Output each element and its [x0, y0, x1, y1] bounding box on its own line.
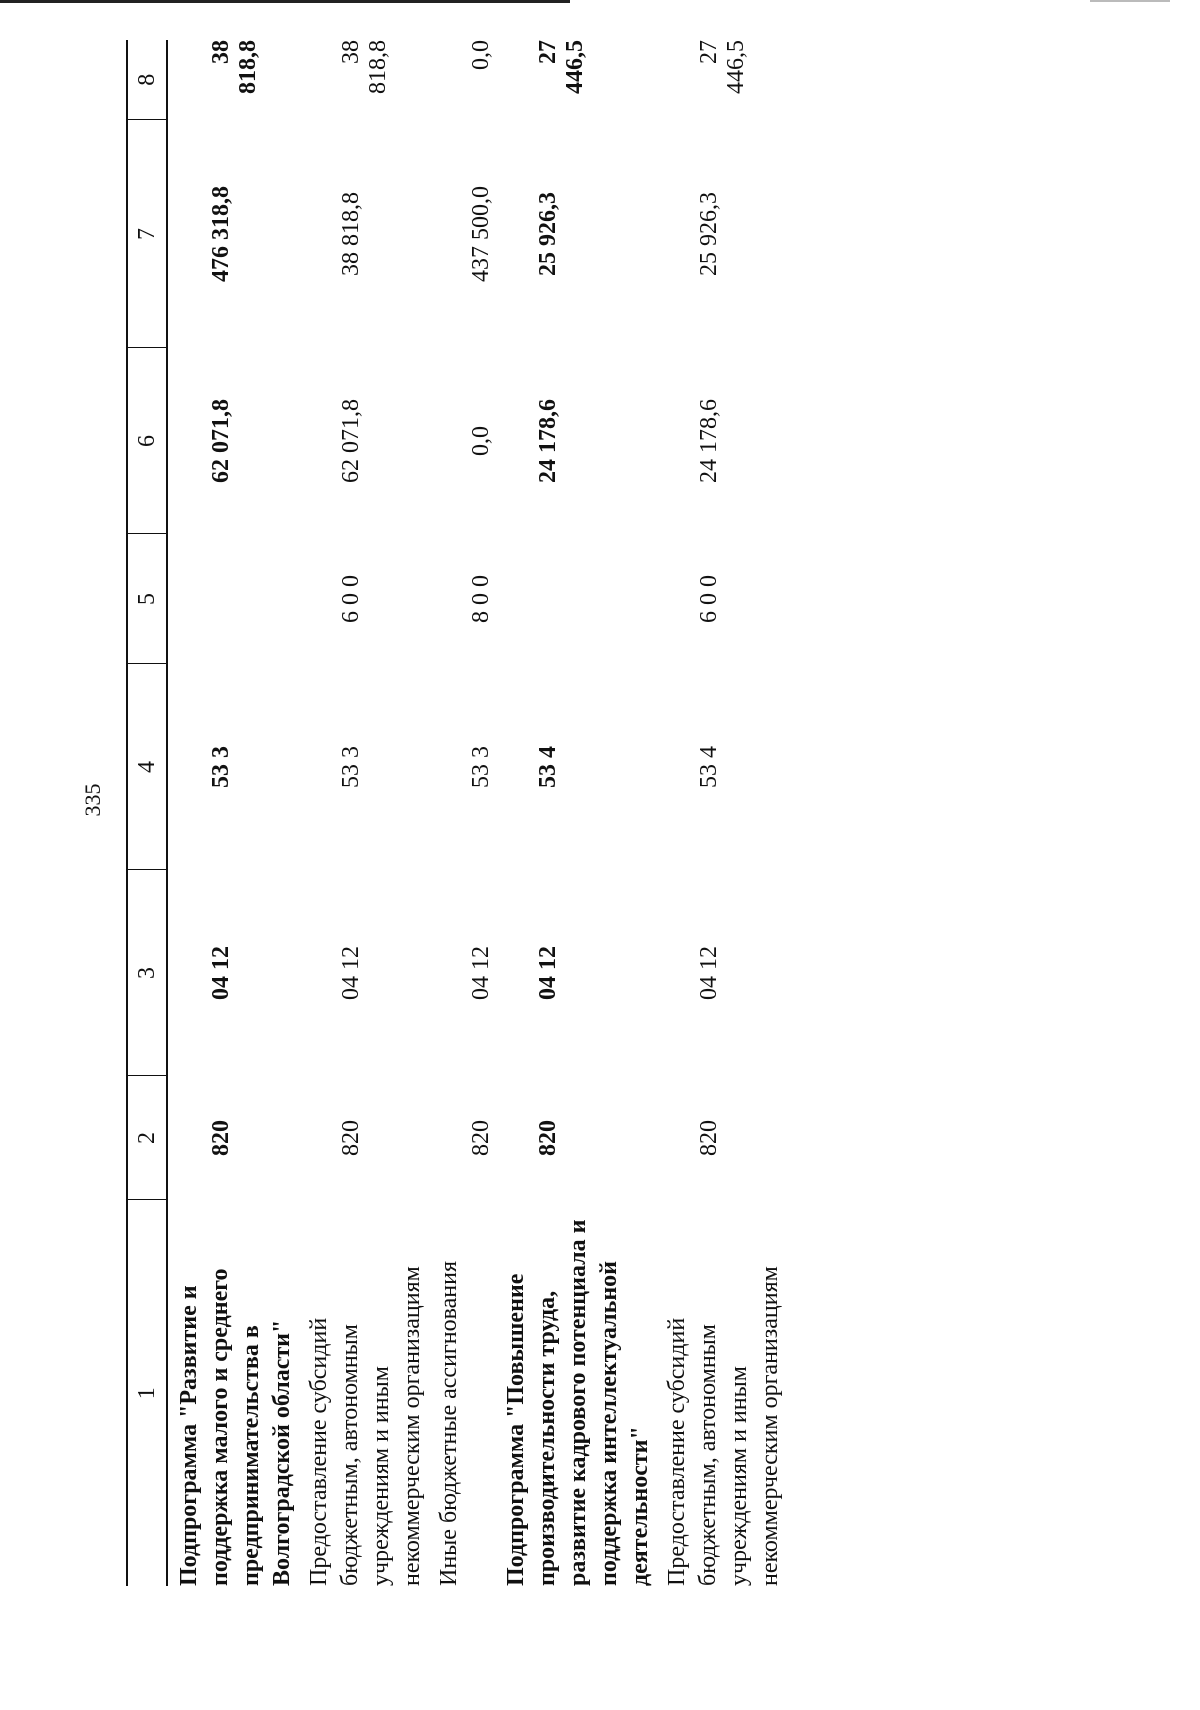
- page-number: 335: [80, 783, 105, 817]
- cell-col8: 38 818,8: [338, 40, 391, 94]
- header-cell: 2: [127, 1076, 167, 1200]
- cell-col2: 820: [468, 1120, 494, 1156]
- cell-col6: 62 071,8: [338, 399, 364, 483]
- cell-col8: 38 818,8: [208, 40, 261, 94]
- header-cell: 4: [127, 664, 167, 870]
- cell-col8: 0,0: [468, 40, 494, 70]
- cell-col7: 38 818,8: [338, 192, 364, 276]
- cell-col5: 8 0 0: [468, 575, 494, 623]
- cell-col7: 25 926,3: [535, 192, 561, 276]
- row-name: Предоставление субсидий бюджетным, автономным учреждениям и иным некоммерческим организациям: [664, 1266, 783, 1586]
- row-name: Подпрограмма "Повышение производительности труда, развитие кадрового потенциала и поддержка интеллектуальной деятельности": [503, 1219, 653, 1586]
- cell-col7: 25 926,3: [696, 192, 722, 276]
- header-cell: 8: [127, 40, 167, 120]
- row-name: Предоставление субсидий бюджетным, автономным учреждениям и иным некоммерческим организациям: [306, 1266, 425, 1586]
- table-row: [656, 40, 786, 1586]
- cell-col5: [167, 534, 298, 664]
- cell-col3: 04 12: [696, 946, 722, 1000]
- header-cell: 6: [127, 348, 167, 534]
- row-name: Подпрограмма "Развитие и поддержка малого и среднего предпринимательства в Волгоградской области": [176, 1268, 295, 1586]
- budget-table: [126, 40, 786, 1586]
- cell-col3: 04 12: [468, 946, 494, 1000]
- header-cell: 7: [127, 120, 167, 348]
- table-row: [298, 40, 428, 1586]
- cell-col7: 437 500,0: [468, 186, 494, 282]
- cell-col2: 820: [696, 1120, 722, 1156]
- cell-col2: 820: [338, 1120, 364, 1156]
- cell-col5: 6 0 0: [338, 575, 364, 623]
- cell-col4: 53 3: [338, 746, 364, 788]
- cell-col6: 24 178,6: [535, 399, 561, 483]
- cell-col2: 820: [208, 1120, 234, 1156]
- cell-col7: 476 318,8: [208, 186, 234, 282]
- cell-col6: 24 178,6: [696, 399, 722, 483]
- cell-col5: 6 0 0: [696, 575, 722, 623]
- table-row: [495, 40, 656, 1586]
- cell-col5: [495, 534, 656, 664]
- table-row: [428, 40, 495, 1586]
- cell-col6: 0,0: [468, 426, 494, 456]
- cell-col4: 53 3: [208, 746, 234, 788]
- cell-col4: 53 4: [535, 746, 561, 788]
- header-cell: 1: [127, 1200, 167, 1586]
- cell-col3: 04 12: [208, 946, 234, 1000]
- header-cell: 3: [127, 870, 167, 1076]
- header-row: [127, 40, 167, 1586]
- cell-col4: 53 4: [696, 746, 722, 788]
- cell-col4: 53 3: [468, 746, 494, 788]
- header-cell: 5: [127, 534, 167, 664]
- cell-col6: 62 071,8: [208, 399, 234, 483]
- cell-col8: 27 446,5: [696, 40, 749, 94]
- cell-col3: 04 12: [535, 946, 561, 1000]
- table-row: [167, 40, 298, 1586]
- cell-col8: 27 446,5: [535, 40, 588, 94]
- cell-col3: 04 12: [338, 946, 364, 1000]
- row-name: Иные бюджетные ассигнования: [436, 1261, 462, 1586]
- cell-col2: 820: [535, 1120, 561, 1156]
